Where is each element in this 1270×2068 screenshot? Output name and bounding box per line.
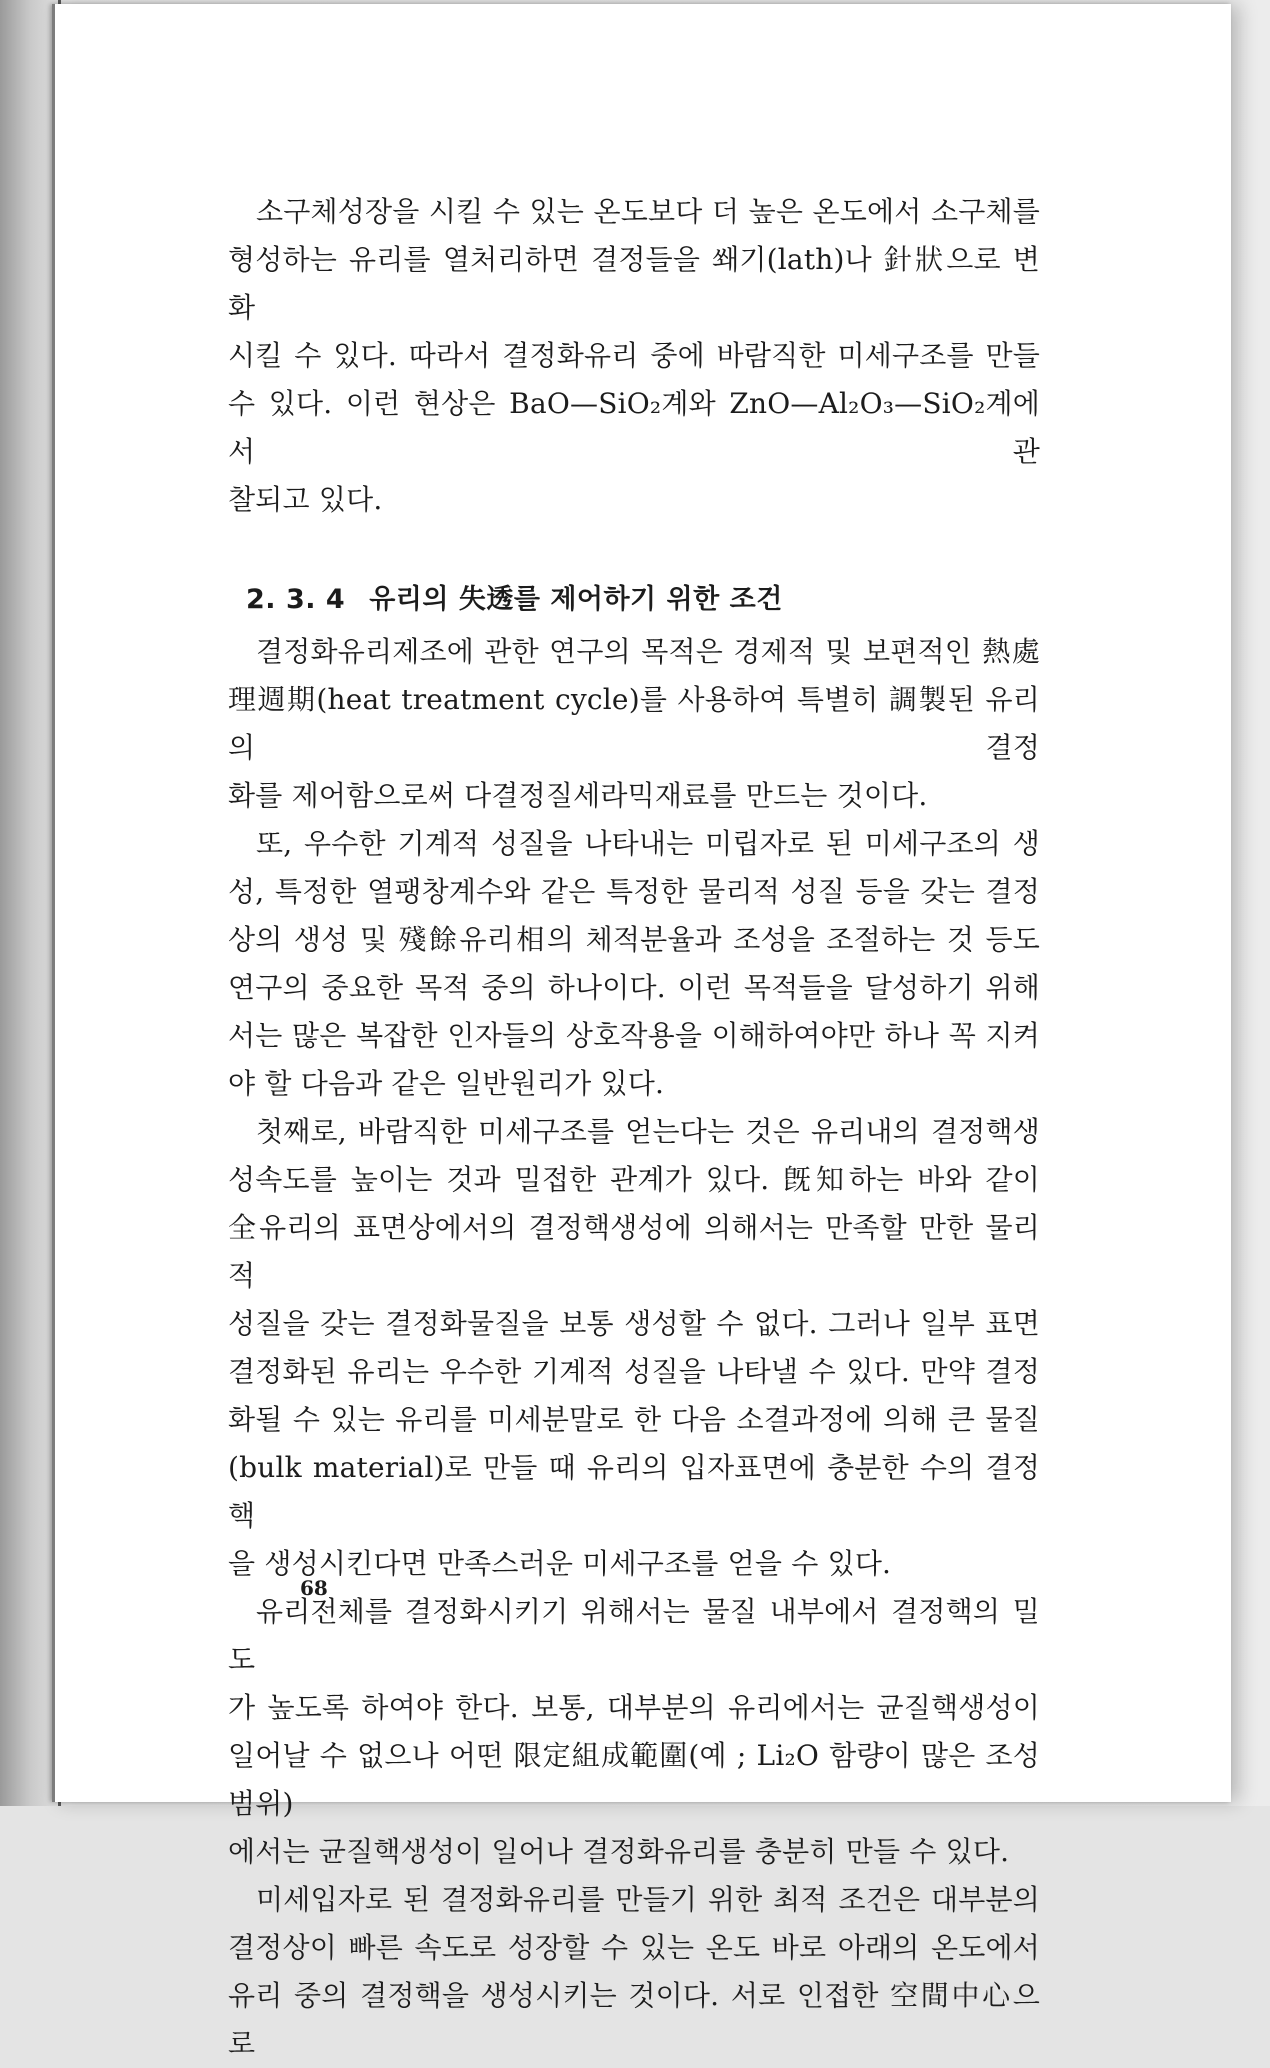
- paragraph-3: [228, 820, 1040, 1108]
- page-number: 68: [300, 1576, 328, 1600]
- text-line: 첫째로, 바람직한 미세구조를 얻는다는 것은 유리내의 결정핵생: [256, 1115, 1040, 1148]
- text-line: 미세입자로 된 결정화유리를 만들기 위한 최적 조건은 대부분의: [256, 1883, 1040, 1916]
- text-line: 全유리의 표면상에서의 결정핵생성에 의해서는 만족할 만한 물리적: [228, 1211, 1040, 1292]
- text-line: 화를 제어함으로써 다결정질세라믹재료를 만드는 것이다.: [228, 779, 928, 812]
- text-line: 상의 생성 및 殘餘유리相의 체적분율과 조성을 조절하는 것 등도: [228, 923, 1040, 956]
- text-line: 성, 특정한 열팽창계수와 같은 특정한 물리적 성질 등을 갖는 결정: [228, 875, 1040, 908]
- text-line: 또, 우수한 기계적 성질을 나타내는 미립자로 된 미세구조의 생: [256, 827, 1040, 860]
- text-line: 서는 많은 복잡한 인자들의 상호작용을 이해하여야만 하나 꼭 지켜: [228, 1019, 1040, 1052]
- paragraph-4: [228, 1108, 1040, 1588]
- paragraph-1: [228, 188, 1040, 524]
- body-text: [228, 188, 1040, 2068]
- text-line: (bulk material)로 만들 때 유리의 입자표면에 충분한 수의 결정핵: [228, 1451, 1040, 1532]
- paragraph-2: [228, 628, 1040, 820]
- text-line: 야 할 다음과 같은 일반원리가 있다.: [228, 1067, 665, 1100]
- text-line: 을 생성시킨다면 만족스러운 미세구조를 얻을 수 있다.: [228, 1547, 892, 1580]
- text-line: 유리 중의 결정핵을 생성시키는 것이다. 서로 인접한 空間中心으로: [228, 1979, 1040, 2060]
- text-line: 理週期(heat treatment cycle)를 사용하여 특별히 調製된 유리의 결정: [228, 683, 1040, 764]
- section-title: 유리의 失透를 제어하기 위한 조건: [369, 584, 783, 615]
- text-line: 성속도를 높이는 것과 밀접한 관계가 있다. 旣知하는 바와 같이: [228, 1163, 1040, 1196]
- text-line: 결정화된 유리는 우수한 기계적 성질을 나타낼 수 있다. 만약 결정: [228, 1355, 1040, 1388]
- section-heading: [228, 576, 1040, 624]
- text-line: 화될 수 있는 유리를 미세분말로 한 다음 소결과정에 의해 큰 물질: [228, 1403, 1040, 1436]
- text-line: 가 높도록 하여야 한다. 보통, 대부분의 유리에서는 균질핵생성이: [228, 1691, 1040, 1724]
- text-line: 유리전체를 결정화시키기 위해서는 물질 내부에서 결정핵의 밀도: [228, 1595, 1040, 1676]
- text-line: 형성하는 유리를 열처리하면 결정들을 쐐기(lath)나 針狀으로 변화: [228, 243, 1040, 324]
- text-line: 결정상이 빠른 속도로 성장할 수 있는 온도 바로 아래의 온도에서: [228, 1931, 1040, 1964]
- paragraph-5: [228, 1588, 1040, 1876]
- paragraph-6: [228, 1876, 1040, 2068]
- text-line: 결정화유리제조에 관한 연구의 목적은 경제적 및 보편적인 熱處: [256, 635, 1040, 668]
- text-line: 일어날 수 없으나 어떤 限定組成範圍(예 ; Li₂O 함량이 많은 조성범위): [228, 1739, 1040, 1820]
- text-line: 시킬 수 있다. 따라서 결정화유리 중에 바람직한 미세구조를 만들: [228, 339, 1040, 372]
- text-line: 에서는 균질핵생성이 일어나 결정화유리를 충분히 만들 수 있다.: [228, 1835, 1010, 1868]
- text-line: 수 있다. 이런 현상은 BaO—SiO₂계와 ZnO—Al₂O₃—SiO₂계에서 관: [228, 387, 1040, 468]
- text-line: 연구의 중요한 목적 중의 하나이다. 이런 목적들을 달성하기 위해: [228, 971, 1040, 1004]
- text-line: 소구체성장을 시킬 수 있는 온도보다 더 높은 온도에서 소구체를: [256, 195, 1040, 228]
- text-line: 찰되고 있다.: [228, 483, 383, 516]
- section-gap: [228, 524, 1040, 576]
- section-number: 2. 3. 4: [246, 584, 346, 615]
- text-line: 성질을 갖는 결정화물질을 보통 생성할 수 없다. 그러나 일부 표면: [228, 1307, 1040, 1340]
